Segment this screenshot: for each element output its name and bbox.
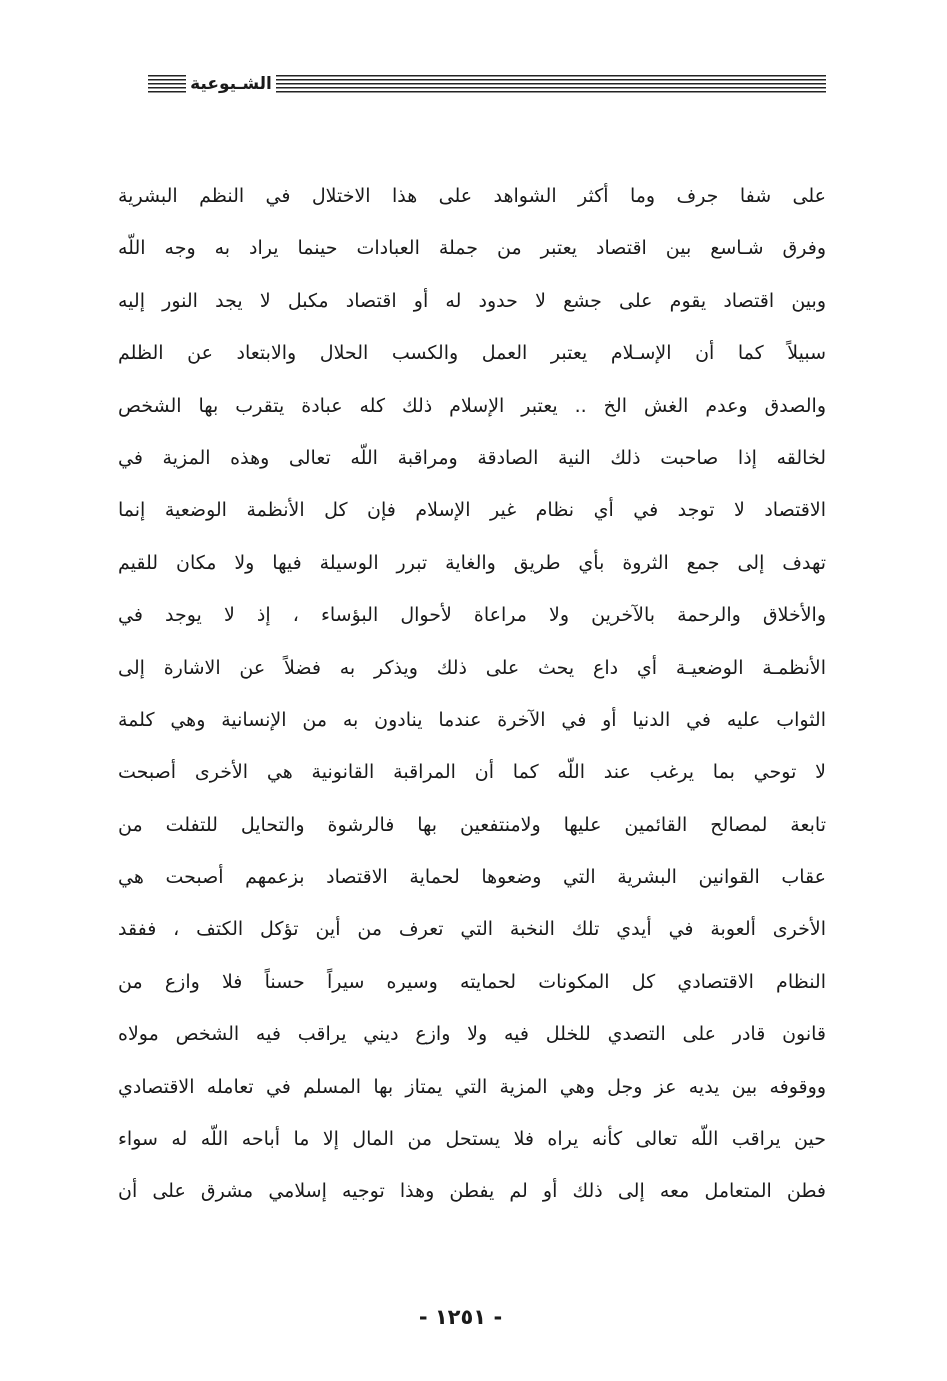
running-header (148, 72, 826, 96)
text-line: وفرق شـاسع بين اقتصاد يعتبر من جملة العبادات حينما يراد به وجه اللّه (118, 237, 826, 260)
text-line: لا توحي بما يرغب عند اللّه كما أن المراقبة القانونية هي الأخرى أصبحت (118, 761, 826, 784)
text-line: سبيلاً كما أن الإسـلام يعتبر العمل والكسب الحلال والابتعاد عن الظلم (118, 342, 826, 365)
text-line: على شفا جرف وما أكثر الشواهد على هذا الاختلال في النظم البشرية (118, 185, 826, 207)
text-line: الاقتصاد لا توجد في أي نظام غير الإسلام فإن كل الأنظمة الوضعية إنما (118, 499, 826, 522)
text-line: حين يراقب اللّه تعالى كأنه يراه فلا يستحل من المال إلا ما أباحه اللّه له سواء (118, 1128, 826, 1151)
text-line: والأخلاق والرحمة بالآخرين ولا مراعاة لأحوال البؤساء ، إذ لا يوجد في (118, 604, 826, 627)
header-title: الشـيوعية (190, 74, 272, 94)
text-line: الأنظمـة الوضعيـة أي داع يحث على ذلك ويذكر به فضلاً عن الاشارة إلى (118, 656, 826, 679)
text-line: والصدق وعدم الغش الخ .. يعتبر الإسلام ذلك كله عبادة يتقرب بها الشخص (118, 394, 826, 417)
text-line: وبين اقتصاد يقوم على جشع لا حدود له أو اقتصاد مكبل لا يجد النور إليه (118, 289, 826, 312)
text-line: الأخرى ألعوبة في أيدي تلك النخبة التي تعرف من أين تؤكل الكتف ، ففقد (118, 918, 826, 941)
page-number: - ١٢٥١ - (418, 1305, 503, 1329)
text-line: تهدف إلى جمع الثروة بأي طريق والغاية تبرر الوسيلة فيها ولا مكان للقيم (118, 551, 826, 574)
header-rule-left (148, 75, 186, 93)
text-line: الثواب عليه في الدنيا أو في الآخرة عندما ينادون به من الإنسانية وهي كلمة (118, 708, 826, 731)
text-line: النظام الاقتصادي كل المكونات لحمايته وسيره سيراً حسناً فلا وازع من (118, 970, 826, 993)
text-line: لخالقه إذا صاحبت ذلك النية الصادقة ومراقبة اللّه تعالى وهذه المزية في (118, 446, 826, 469)
text-line: ووقوفه بين يديه عز وجل وهي المزية التي يمتاز بها المسلم في تعامله الاقتصادي (118, 1075, 826, 1098)
header-rule-right (276, 75, 826, 93)
text-line: فطن المتعامل معه إلى ذلك أو لم يفطن وهذا توجيه إسلامي مشرق على أن (118, 1180, 826, 1203)
text-line: قانون قادر على التصدي للخلل فيه ولا وازع ديني يراقب فيه الشخص مولاه (118, 1023, 826, 1046)
text-line: تابعة لمصالح القائمين عليها ولامنتفعين بها فالرشوة والتحايل للتفلت من (118, 813, 826, 836)
text-line: عقاب القوانين البشرية التي وضعوها لحماية الاقتصاد بزعمهم أصبحت هي (118, 866, 826, 889)
body-text (118, 176, 826, 1224)
